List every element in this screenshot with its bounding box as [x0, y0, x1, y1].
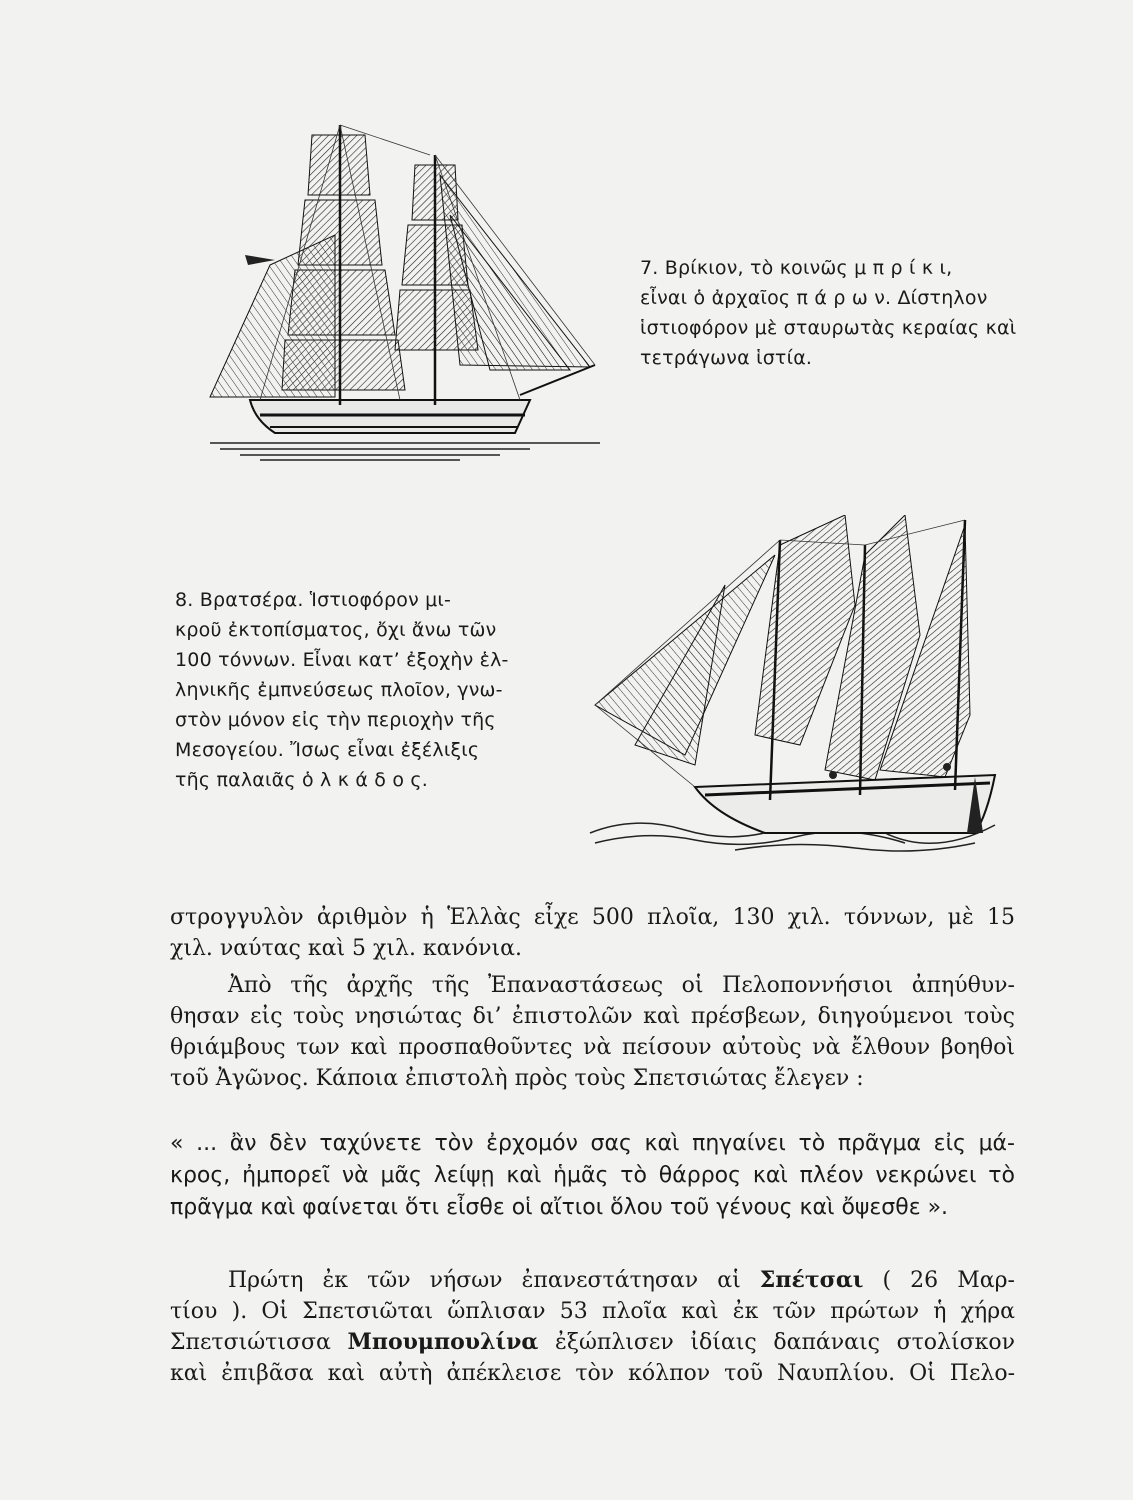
text-run: Σπετσιώτισσα: [170, 1330, 348, 1355]
bratsera-drawing: [575, 515, 1015, 855]
text-run: ( 26 Μαρ-: [863, 1268, 1015, 1293]
caption-line: ἱστιοφόρον μὲ σταυρωτὰς κεραίας καὶ: [640, 317, 1017, 339]
text-line: καὶ ἐπιβᾶσα καὶ αὐτὴ ἀπέκλεισε τὸν κόλπον τοῦ Ναυπλίου. Οἱ Πελο-: [170, 1361, 1015, 1386]
text-line: Ἀπὸ τῆς ἀρχῆς τῆς Ἐπαναστάσεως οἱ Πελοποννήσιοι ἀπηύθυν-: [228, 973, 1015, 998]
brig-illustration: [200, 115, 620, 475]
paragraph-spetses: [170, 1265, 1015, 1389]
caption-line: κροῦ ἐκτοπίσματος, ὄχι ἄνω τῶν: [175, 619, 497, 641]
caption-line: 7. Βρίκιον, τὸ κοινῶς μ π ρ ί κ ι,: [640, 257, 953, 279]
text-line: κρος, ἠμπορεῖ νὰ μᾶς λείψῃ καὶ ἡμᾶς τὸ θάρρος καὶ πλέον νεκρώνει τὸ: [170, 1163, 1015, 1188]
text-line: θησαν εἰς τοὺς νησιώτας δι’ ἐπιστολῶν καὶ πρέσβεων, διηγούμενοι τοὺς: [170, 1004, 1015, 1029]
caption-line: τετράγωνα ἱστία.: [640, 347, 813, 369]
caption-line: τῆς παλαιᾶς ὁ λ κ ά δ ο ς.: [175, 769, 429, 791]
bratsera-illustration: [575, 515, 1015, 855]
text-line: τίου ). Οἱ Σπετσιῶται ὥπλισαν 53 πλοῖα καὶ ἐκ τῶν πρώτων ἡ χήρα: [170, 1299, 1015, 1324]
caption-line: στὸν μόνον εἰς τὴν περιοχὴν τῆς: [175, 709, 496, 731]
bouboulina-name: Μπουμπουλίνα: [347, 1329, 539, 1355]
brig-drawing: [200, 115, 620, 475]
caption-line: ληνικῆς ἐμπνεύσεως πλοῖον, γνω-: [175, 679, 503, 701]
text-run: Πρώτη ἐκ τῶν νήσων ἐπανεστάτησαν αἱ: [228, 1268, 760, 1293]
text-line: [170, 1327, 1015, 1358]
spetses-name: Σπέτσαι: [759, 1267, 864, 1293]
text-line: « ... ἂν δὲν ταχύνετε τὸν ἐρχομόν σας καὶ πηγαίνει τὸ πρᾶγμα εἰς μά-: [170, 1131, 1015, 1156]
caption-line: Μεσογείου. Ἴσως εἶναι ἐξέλιξις: [175, 739, 480, 761]
paragraph-fleet-numbers: [170, 902, 1015, 964]
text-line: τοῦ Ἀγῶνος. Κάποια ἐπιστολὴ πρὸς τοὺς Σπετσιώτας ἔλεγεν :: [170, 1066, 864, 1091]
quoted-letter: [170, 1128, 1015, 1224]
text-line: χιλ. ναύτας καὶ 5 χιλ. κανόνια.: [170, 936, 523, 961]
paragraph-peloponnesians: [170, 970, 1015, 1094]
text-line: θριάμβους των καὶ προσπαθοῦντες νὰ πείσουν αὐτοὺς νὰ ἔλθουν βοηθοὶ: [170, 1035, 1015, 1060]
text-run: ἐξώπλισεν ἰδίαις δαπάναις στολίσκον: [538, 1330, 1015, 1355]
caption-line: 8. Βρατσέρα. Ἱστιοφόρον μι-: [175, 589, 452, 611]
caption-brig: [640, 253, 1035, 373]
text-line: [170, 1265, 1015, 1296]
caption-line: 100 τόννων. Εἶναι κατ’ ἐξοχὴν ἑλ-: [175, 649, 509, 671]
text-line: στρογγυλὸν ἀριθμὸν ἡ Ἑλλὰς εἶχε 500 πλοῖα, 130 χιλ. τόννων, μὲ 15: [170, 905, 1015, 930]
caption-bratsera: [175, 585, 535, 795]
text-line: πρᾶγμα καὶ φαίνεται ὅτι εἶσθε οἱ αἴτιοι ὅλου τοῦ γένους καὶ ὄψεσθε ».: [170, 1195, 949, 1220]
caption-line: εἶναι ὁ ἀρχαῖος π ά ρ ω ν. Δίστηλον: [640, 287, 988, 309]
